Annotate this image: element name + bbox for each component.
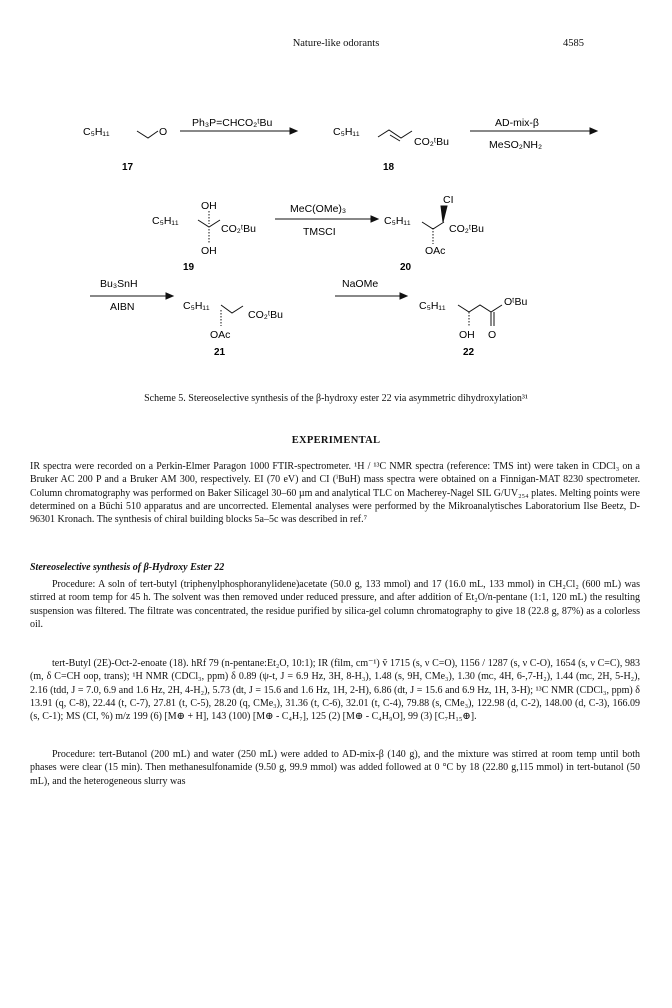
reagent-aibn: AIBN	[110, 301, 135, 313]
compound-22-oether: OᵗBu	[504, 296, 528, 308]
running-header-title: Nature-like odorants	[292, 38, 380, 49]
reagent-mesulfonamide: MeSO₂NH₂	[489, 139, 543, 151]
compound-21-formula: C₅H₁₁	[183, 300, 210, 312]
compound-20-oac: OAc	[425, 245, 446, 257]
bond-20	[422, 222, 444, 229]
reagent-orthoacetate: MeC(OMe)₃	[290, 203, 347, 215]
bond-18	[378, 130, 412, 138]
compound-21-oac: OAc	[210, 329, 231, 341]
reagent-ad-mix: AD-mix-β	[495, 117, 539, 129]
compound-18-formula: C₅H₁₁	[333, 126, 360, 138]
compound-22-label: 22	[463, 347, 475, 358]
scheme-caption: Scheme 5. Stereoselective synthesis of the β-hydroxy ester 22 via asymmetric dihydroxylation³¹	[144, 393, 528, 404]
arrowhead-4	[166, 293, 173, 299]
general-methods-text: IR spectra were recorded on a Perkin-Elmer Paragon 1000 FTIR-spectrometer. ¹H / ¹³C NMR spectra (reference: TMS int) were taken in CDCl₃ on a Bruker AC 200 P and a Bruker AM 300, respectively. EI (70 eV) and CI (ⁱBuH) mass spectra were obtained on a Finnigan-MAT 8230 spectrometer. Column chromatography was performed on Baker Silicagel 30–60 µm and analytical TLC on Macherey-Nagel SIL G/UV₂₅₄ plates. Melting points were determined on a Büchi 510 apparatus and are uncorrected. Elemental analyses were performed by the Mikroanalytisches Laboratorium Ilse Beetz, D-96301 Kronach. The synthesis of chiral building blocks 5a–5c was described in ref.⁷	[30, 461, 640, 526]
procedure-paragraph-1	[30, 578, 640, 631]
procedure-paragraph-2	[30, 748, 640, 788]
compound-18-ester: CO₂ᵗBu	[414, 136, 449, 148]
reagent-tributyltin: Bu₃SnH	[100, 278, 138, 290]
compound-17-oxygen: O	[159, 126, 168, 138]
arrowhead-1	[290, 128, 297, 134]
reagent-naome: NaOMe	[342, 278, 379, 290]
bond-21	[221, 305, 243, 313]
reaction-scheme	[0, 0, 672, 380]
compound-19-formula: C₅H₁₁	[152, 215, 179, 227]
procedure-2-text: Procedure: tert-Butanol (200 mL) and water (250 mL) were added to AD-mix-β (140 g), and the mixture was stirred at room temp until both phases were clear (15 min). Then methanesulfonamide (9.50 g, 99.9 mmol) was added followed at 0 °C by 18 (22.80 g,115 mmol) in tert-butanol (50 mL), and the heterogeneous slurry was	[30, 749, 640, 787]
compound-21-ester: CO₂ᵗBu	[248, 309, 283, 321]
compound-19-oh-bottom: OH	[201, 245, 217, 257]
compound-22-formula: C₅H₁₁	[419, 300, 446, 312]
arrowhead-5	[400, 293, 407, 299]
compound-20-label: 20	[400, 262, 412, 273]
compound-19-ester: CO₂ᵗBu	[221, 223, 256, 235]
compound-19-oh-top: OH	[201, 200, 217, 212]
reagent-tmscl: TMSCI	[303, 226, 336, 238]
compound-17-formula: C₅H₁₁	[83, 126, 110, 138]
compound-20-ester: CO₂ᵗBu	[449, 223, 484, 235]
subsection-heading: Stereoselective synthesis of β-Hydroxy Ester 22	[30, 562, 225, 573]
procedure-1-text: Procedure: A soln of tert-butyl (triphenylphosphoranylidene)acetate (50.0 g, 133 mmol) and 17 (16.0 mL, 133 mmol) in CH₂Cl₂ (600 mL) was stirred at room temp for 45 h. The solvent was then removed under reduced pressure, and after addition of Et₂O/n-pentane (1:1, 120 mL) the resulting suspension was filtered. The filtrate was concentrated, the residue purified by silica-gel column chromatography to give 18 (22.8 g, 87%) as a colorless oil.	[30, 579, 640, 630]
arrowhead-3	[371, 216, 378, 222]
characterization-paragraph	[30, 657, 640, 723]
compound-21-label: 21	[214, 347, 226, 358]
compound-18-label: 18	[383, 162, 395, 173]
compound-22-oh: OH	[459, 329, 475, 341]
section-heading: EXPERIMENTAL	[291, 435, 381, 446]
general-methods-paragraph	[30, 460, 640, 526]
bond-22	[458, 305, 502, 312]
bond-17	[137, 131, 158, 138]
page-number: 4585	[563, 38, 584, 49]
compound-19-label: 19	[183, 262, 195, 273]
reagent-wittig: Ph₃P=CHCO₂ᵗBu	[192, 117, 273, 129]
compound-17-label: 17	[122, 162, 134, 173]
characterization-text: tert-Butyl (2E)-Oct-2-enoate (18). hRf 79 (n-pentane:Et₂O, 10:1); IR (film, cm⁻¹) ṽ 1715 (s, ν C=O), 1156 / 1287 (s, ν C-O), 1654 (s, ν C=C), 983 (m, δ C=CH oop, trans); ¹H NMR (CDCl₃, ppm) δ 0.89 (ψ-t, J = 6.9 Hz, 3H, 8-H₃), 1.48 (s, 9H, CMe₃), 1.30 (mᴄ, 4H, 6-,7-H₂), 1.44 (mᴄ, 2H, 5-H₂), 2.16 (tdd, J = 7.0, 6.9 and 1.6 Hz, 2H, 4-H₂), 5.73 (dt, J = 15.6 and 1.6 Hz, 1H, 2-H), 6.86 (dt, J = 15.6 and 6.9 Hz, 1H, 3-H); ¹³C NMR (CDCl₃, ppm) δ 13.91 (q, C-8), 22.44 (t, C-7), 27.81 (t, C-5), 28.20 (q, CMe₃), 31.36 (t, C-6), 32.01 (t, C-4), 79.88 (s, CMe₃), 122.98 (d, C-2), 148.00 (d, C-3), 166.09 (s, C-1); MS (CI, %) m/z 199 (6) [M⊕ + H], 143 (100) [M⊕ - C₄H₇], 125 (2) [M⊕ - C₄H₉O], 99 (3) [C₇H₁₅⊕].	[30, 658, 640, 723]
arrowhead-2	[590, 128, 597, 134]
wedge-cl-20	[441, 206, 447, 222]
compound-20-formula: C₅H₁₁	[384, 215, 411, 227]
compound-20-chlorine: CI	[443, 194, 454, 206]
compound-22-carbonyl-o: O	[488, 329, 497, 341]
